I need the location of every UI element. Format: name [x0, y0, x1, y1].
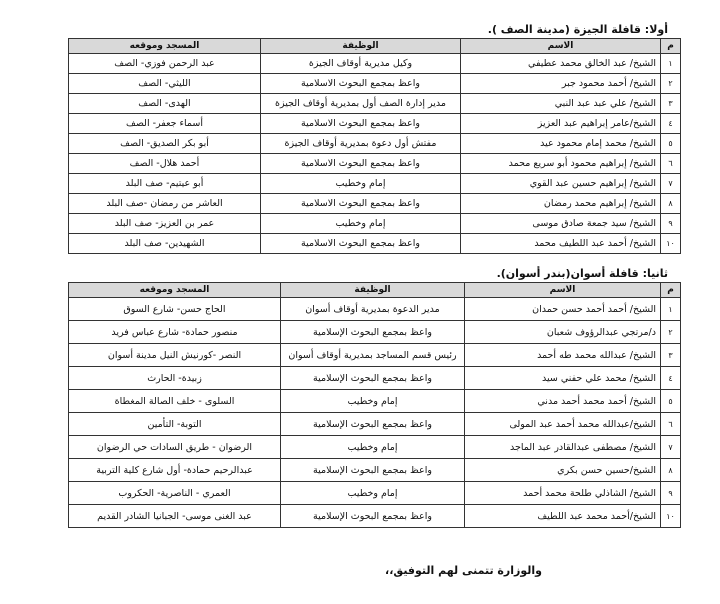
table-body — [69, 54, 681, 254]
mosque-location: عبد الغنى موسى- الجبانيا الشادر القديم — [69, 505, 281, 528]
table-row — [69, 505, 681, 528]
mosque-location: أبو عيتيم- صف البلد — [69, 174, 261, 194]
job-title: واعظ بمجمع البحوث الاسلامية — [261, 154, 461, 174]
mosque-location: زبيدة- الحارث — [69, 367, 281, 390]
table-header-row — [69, 283, 681, 298]
header-num: م — [661, 39, 681, 54]
row-number: ٤ — [661, 114, 681, 134]
closing-line: والوزارة تتمنى لهم التوفيق،، — [385, 564, 542, 577]
job-title: إمام وخطيب — [281, 436, 465, 459]
table-body — [69, 298, 681, 528]
job-title: واعظ بمجمع البحوث الإسلامية — [281, 413, 465, 436]
table-row — [69, 321, 681, 344]
mosque-location: السلوى - خلف الصالة المغطاة — [69, 390, 281, 413]
person-name: الشيخ/حسين حسن بكري — [465, 459, 661, 482]
person-name: الشيخ/ مصطفى عبدالقادر عبد الماجد — [465, 436, 661, 459]
mosque-location: الهدى- الصف — [69, 94, 261, 114]
person-name: الشيخ/ محمد علي حفني سيد — [465, 367, 661, 390]
mosque-location: العمري - الناصرية- الحكروب — [69, 482, 281, 505]
person-name: الشيخ/ إبراهيم محمد رمضان — [461, 194, 661, 214]
row-number: ٢ — [661, 321, 681, 344]
row-number: ٣ — [661, 94, 681, 114]
header-name: الاسم — [461, 39, 661, 54]
job-title: مدير الدعوة بمديرية أوقاف أسوان — [281, 298, 465, 321]
mosque-location: التوبة- التأمين — [69, 413, 281, 436]
table-header-row — [69, 39, 681, 54]
job-title: واعظ بمجمع البحوث الاسلامية — [261, 234, 461, 254]
person-name: الشيخ/ محمد إمام محمود عيد — [461, 134, 661, 154]
table-row — [69, 459, 681, 482]
table-row — [69, 390, 681, 413]
job-title: إمام وخطيب — [261, 174, 461, 194]
row-number: ٧ — [661, 436, 681, 459]
job-title: واعظ بمجمع البحوث الاسلامية — [261, 114, 461, 134]
table-row — [69, 174, 681, 194]
job-title: واعظ بمجمع البحوث الإسلامية — [281, 505, 465, 528]
person-name: الشيخ/ أحمد محمود جبر — [461, 74, 661, 94]
table-row — [69, 436, 681, 459]
mosque-location: العاشر من رمضان -صف البلد — [69, 194, 261, 214]
table-row — [69, 367, 681, 390]
person-name: الشيخ/ الشاذلي طلحة محمد أحمد — [465, 482, 661, 505]
table-row — [69, 344, 681, 367]
table-row — [69, 234, 681, 254]
row-number: ١ — [661, 54, 681, 74]
aswan-convoy-table — [68, 282, 681, 528]
person-name: الشيخ/أحمد محمد عبد اللطيف — [465, 505, 661, 528]
table-row — [69, 482, 681, 505]
person-name: الشيخ/ علي عبد عبد النبي — [461, 94, 661, 114]
job-title: وكيل مديرية أوقاف الجيزة — [261, 54, 461, 74]
section2-title: ثانيا: قافلة أسوان(بندر أسوان). — [496, 267, 668, 280]
job-title: إمام وخطيب — [261, 214, 461, 234]
mosque-location: عبد الرحمن فوزي- الصف — [69, 54, 261, 74]
person-name: الشيخ/ أحمد عبد اللطيف محمد — [461, 234, 661, 254]
table-row — [69, 194, 681, 214]
mosque-location: النصر -كورنيش النيل مدينة أسوان — [69, 344, 281, 367]
row-number: ٧ — [661, 174, 681, 194]
section1-title: أولا: قافلة الجيزة (مدينة الصف ). — [487, 23, 668, 36]
person-name: الشيخ/ إبراهيم محمود أبو سريع محمد — [461, 154, 661, 174]
table-row — [69, 74, 681, 94]
row-number: ٨ — [661, 459, 681, 482]
row-number: ١ — [661, 298, 681, 321]
mosque-location: أسماء جعفر- الصف — [69, 114, 261, 134]
person-name: الشيخ/ أحمد محمد أحمد مدني — [465, 390, 661, 413]
table-row — [69, 54, 681, 74]
job-title: مدير إدارة الصف أول بمديرية أوقاف الجيزة — [261, 94, 461, 114]
header-job: الوظيفة — [261, 39, 461, 54]
mosque-location: الرضوان - طريق السادات حي الرضوان — [69, 436, 281, 459]
job-title: مفتش أول دعوة بمديرية أوقاف الجيزة — [261, 134, 461, 154]
mosque-location: عبدالرحيم حمادة- أول شارع كلية التربية — [69, 459, 281, 482]
header-job: الوظيفة — [281, 283, 465, 298]
row-number: ٦ — [661, 413, 681, 436]
person-name: الشيخ/ عبد الخالق محمد عطيفي — [461, 54, 661, 74]
job-title: واعظ بمجمع البحوث الإسلامية — [281, 321, 465, 344]
job-title: واعظ بمجمع البحوث الإسلامية — [281, 459, 465, 482]
row-number: ٩ — [661, 214, 681, 234]
job-title: واعظ بمجمع البحوث الإسلامية — [281, 367, 465, 390]
job-title: واعظ بمجمع البحوث الاسلامية — [261, 74, 461, 94]
header-name: الاسم — [465, 283, 661, 298]
header-mosque: المسجد وموقعه — [69, 283, 281, 298]
person-name: الشيخ/عامر إبراهيم عبد العزيز — [461, 114, 661, 134]
row-number: ٨ — [661, 194, 681, 214]
person-name: الشيخ/ إبراهيم حسين عبد القوي — [461, 174, 661, 194]
row-number: ١٠ — [661, 234, 681, 254]
mosque-location: أبو بكر الصديق- الصف — [69, 134, 261, 154]
person-name: الشيخ/ عبدالله محمد طه أحمد — [465, 344, 661, 367]
header-num: م — [661, 283, 681, 298]
mosque-location: الشهيدين- صف البلد — [69, 234, 261, 254]
row-number: ٥ — [661, 390, 681, 413]
row-number: ٦ — [661, 154, 681, 174]
person-name: د/مرتجي عبدالرؤوف شعبان — [465, 321, 661, 344]
person-name: الشيخ/ سيد جمعة صادق موسى — [461, 214, 661, 234]
job-title: واعظ بمجمع البحوث الاسلامية — [261, 194, 461, 214]
mosque-location: الليثي- الصف — [69, 74, 261, 94]
row-number: ٩ — [661, 482, 681, 505]
mosque-location: الحاج حسن- شارع السوق — [69, 298, 281, 321]
table-row — [69, 154, 681, 174]
giza-convoy-table — [68, 38, 681, 254]
row-number: ٥ — [661, 134, 681, 154]
table-row — [69, 413, 681, 436]
job-title: إمام وخطيب — [281, 390, 465, 413]
mosque-location: منصور حمادة- شارع عباس فريد — [69, 321, 281, 344]
table-row — [69, 214, 681, 234]
mosque-location: عمر بن العزيز- صف البلد — [69, 214, 261, 234]
person-name: الشيخ/عبدالله محمد أحمد عبد المولى — [465, 413, 661, 436]
table-row — [69, 114, 681, 134]
row-number: ١٠ — [661, 505, 681, 528]
job-title: إمام وخطيب — [281, 482, 465, 505]
row-number: ٢ — [661, 74, 681, 94]
row-number: ٣ — [661, 344, 681, 367]
person-name: الشيخ/ أحمد أحمد حسن حمدان — [465, 298, 661, 321]
row-number: ٤ — [661, 367, 681, 390]
table-row — [69, 298, 681, 321]
table-row — [69, 134, 681, 154]
mosque-location: أحمد هلال- الصف — [69, 154, 261, 174]
job-title: رئيس قسم المساجد بمديرية أوقاف أسوان — [281, 344, 465, 367]
table-row — [69, 94, 681, 114]
header-mosque: المسجد وموقعه — [69, 39, 261, 54]
